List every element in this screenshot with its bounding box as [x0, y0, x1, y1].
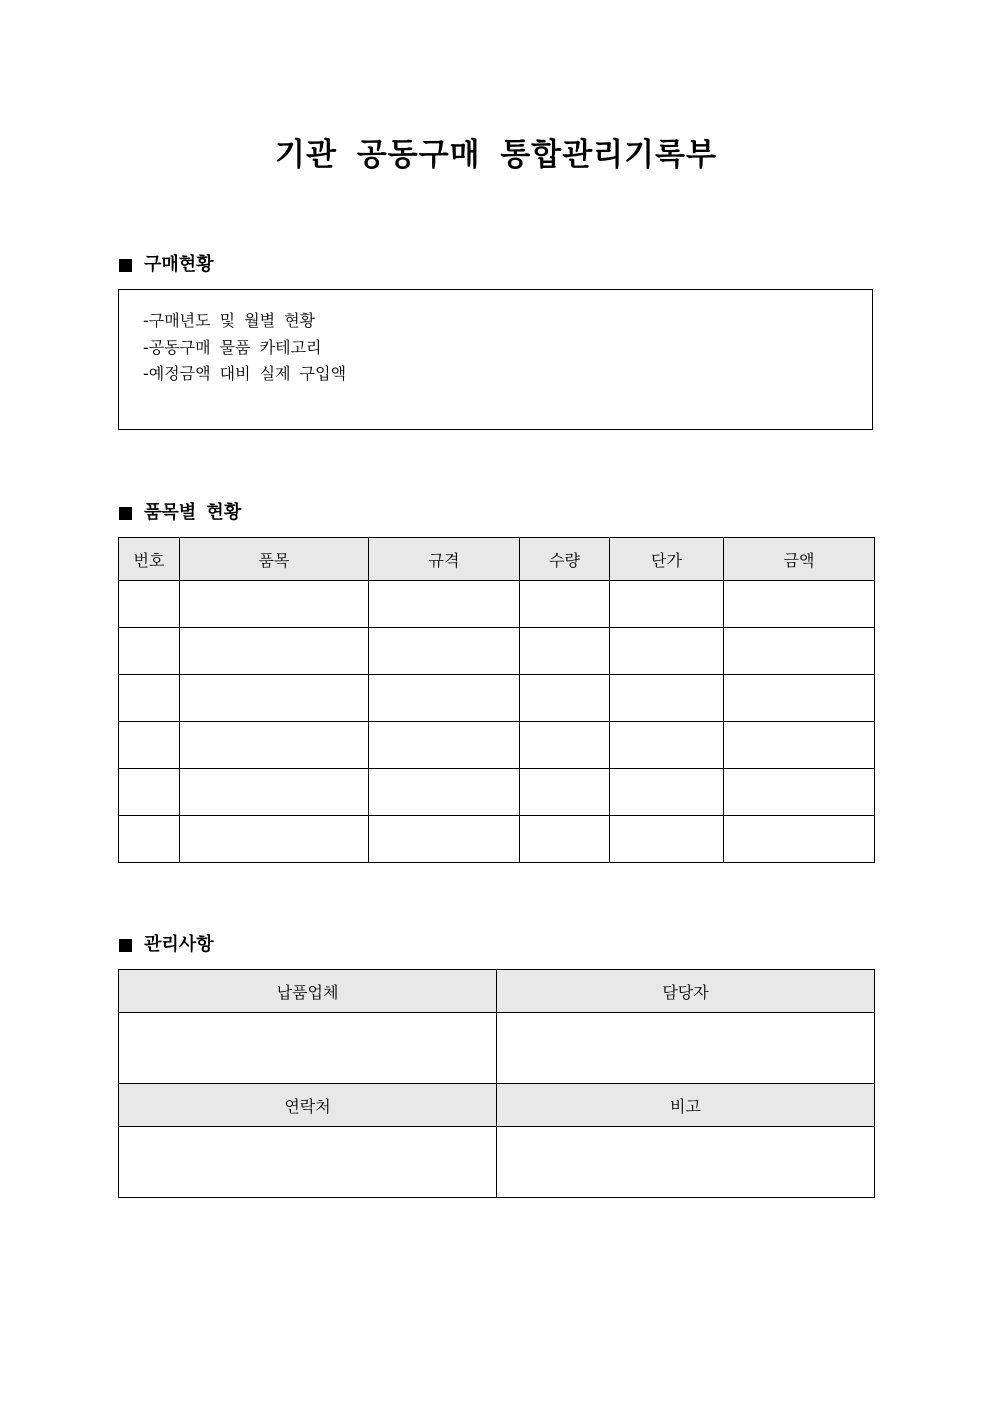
table-cell[interactable] — [610, 581, 724, 628]
table-row — [119, 581, 875, 628]
table-cell[interactable] — [724, 628, 875, 675]
remarks-field[interactable] — [497, 1127, 875, 1198]
table-cell[interactable] — [180, 816, 369, 863]
table-cell[interactable] — [610, 722, 724, 769]
management-table — [118, 969, 875, 1198]
table-cell[interactable] — [520, 722, 610, 769]
table-cell[interactable] — [119, 581, 180, 628]
table-cell[interactable] — [369, 581, 520, 628]
item-status-heading-label: 품목별 현황 — [144, 502, 242, 523]
table-cell[interactable] — [119, 628, 180, 675]
contact-field[interactable] — [119, 1127, 497, 1198]
table-cell[interactable] — [724, 722, 875, 769]
table-row — [119, 628, 875, 675]
management-value-row — [119, 1013, 875, 1084]
table-cell[interactable] — [180, 769, 369, 816]
column-header-unit-price: 단가 — [610, 538, 724, 581]
table-cell[interactable] — [520, 628, 610, 675]
table-cell[interactable] — [520, 675, 610, 722]
column-header-item: 품목 — [180, 538, 369, 581]
purchase-status-line: -공동구매 물품 카테고리 — [143, 337, 322, 357]
table-cell[interactable] — [610, 816, 724, 863]
table-cell[interactable] — [610, 769, 724, 816]
table-cell[interactable] — [180, 581, 369, 628]
purchase-status-line: -구매년도 및 월별 현황 — [143, 311, 316, 330]
table-cell[interactable] — [119, 722, 180, 769]
manager-field[interactable] — [497, 1013, 875, 1084]
management-heading-label: 관리사항 — [144, 934, 214, 955]
table-cell[interactable] — [180, 675, 369, 722]
table-cell[interactable] — [119, 816, 180, 863]
table-cell[interactable] — [119, 675, 180, 722]
remarks-label: 비고 — [497, 1084, 875, 1127]
management-header-row — [119, 1084, 875, 1127]
table-cell[interactable] — [610, 628, 724, 675]
table-cell[interactable] — [369, 628, 520, 675]
column-header-number: 번호 — [119, 538, 180, 581]
table-cell[interactable] — [180, 628, 369, 675]
table-cell[interactable] — [520, 816, 610, 863]
table-cell[interactable] — [724, 675, 875, 722]
management-heading — [119, 933, 214, 957]
table-row — [119, 769, 875, 816]
table-row — [119, 675, 875, 722]
management-value-row — [119, 1127, 875, 1198]
purchase-status-line: -예정금액 대비 실제 구입액 — [143, 364, 347, 383]
table-cell[interactable] — [369, 769, 520, 816]
management-header-row — [119, 970, 875, 1013]
square-bullet-icon — [119, 259, 132, 272]
document-title: 기관 공동구매 통합관리기록부 — [275, 137, 717, 173]
contact-label: 연락처 — [119, 1084, 497, 1127]
square-bullet-icon — [119, 939, 132, 952]
column-header-spec: 규격 — [369, 538, 520, 581]
table-cell[interactable] — [610, 675, 724, 722]
table-cell[interactable] — [119, 769, 180, 816]
supplier-field[interactable] — [119, 1013, 497, 1084]
square-bullet-icon — [119, 507, 132, 520]
column-header-quantity: 수량 — [520, 538, 610, 581]
table-row — [119, 722, 875, 769]
table-row — [119, 816, 875, 863]
supplier-label: 납품업체 — [119, 970, 497, 1013]
table-cell[interactable] — [520, 769, 610, 816]
table-cell[interactable] — [369, 722, 520, 769]
table-cell[interactable] — [520, 581, 610, 628]
table-cell[interactable] — [724, 816, 875, 863]
purchase-status-heading-label: 구매현황 — [144, 254, 214, 275]
item-status-heading — [119, 501, 241, 525]
item-status-table — [118, 537, 875, 863]
table-cell[interactable] — [724, 581, 875, 628]
purchase-status-box — [118, 289, 873, 430]
table-cell[interactable] — [369, 816, 520, 863]
table-cell[interactable] — [724, 769, 875, 816]
manager-label: 담당자 — [497, 970, 875, 1013]
table-cell[interactable] — [180, 722, 369, 769]
column-header-amount: 금액 — [724, 538, 875, 581]
table-header-row — [119, 538, 875, 581]
table-cell[interactable] — [369, 675, 520, 722]
purchase-status-heading — [119, 253, 214, 277]
